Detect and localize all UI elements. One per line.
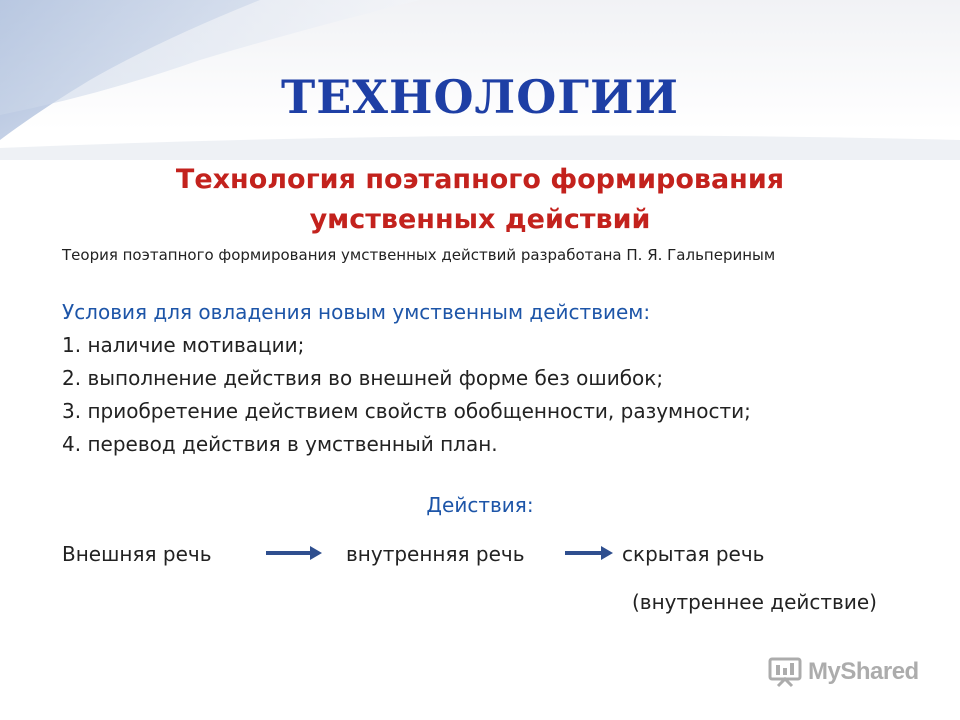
theory-text: Теория поэтапного формирования умственных действий разработана П. Я. Гальпериным bbox=[62, 246, 776, 264]
actions-heading: Действия: bbox=[426, 493, 534, 517]
subtitle bbox=[0, 160, 960, 240]
step-external-speech: Внешняя речь bbox=[62, 542, 212, 566]
watermark bbox=[768, 656, 919, 688]
condition-item: 1. наличие мотивации; bbox=[62, 333, 305, 357]
step-hidden-speech-note: (внутреннее действие) bbox=[632, 590, 877, 614]
step-hidden-speech: скрытая речь bbox=[622, 542, 765, 566]
arrow-right-icon bbox=[266, 544, 324, 562]
subtitle-line-2: умственных действий bbox=[309, 204, 651, 235]
condition-item: 2. выполнение действия во внешней форме без ошибок; bbox=[62, 366, 664, 390]
watermark-text: MyShared bbox=[808, 658, 919, 685]
condition-item: 4. перевод действия в умственный план. bbox=[62, 432, 498, 456]
conditions-heading: Условия для овладения новым умственным действием: bbox=[62, 300, 651, 324]
page-title: ТЕХНОЛОГИИ bbox=[281, 70, 679, 124]
projector-icon bbox=[768, 656, 802, 688]
subtitle-line-1: Технология поэтапного формирования bbox=[175, 164, 785, 195]
step-inner-speech: внутренняя речь bbox=[346, 542, 525, 566]
conditions-list bbox=[62, 296, 751, 461]
arrow-right-icon bbox=[565, 544, 615, 562]
condition-item: 3. приобретение действием свойств обобщенности, разумности; bbox=[62, 399, 751, 423]
